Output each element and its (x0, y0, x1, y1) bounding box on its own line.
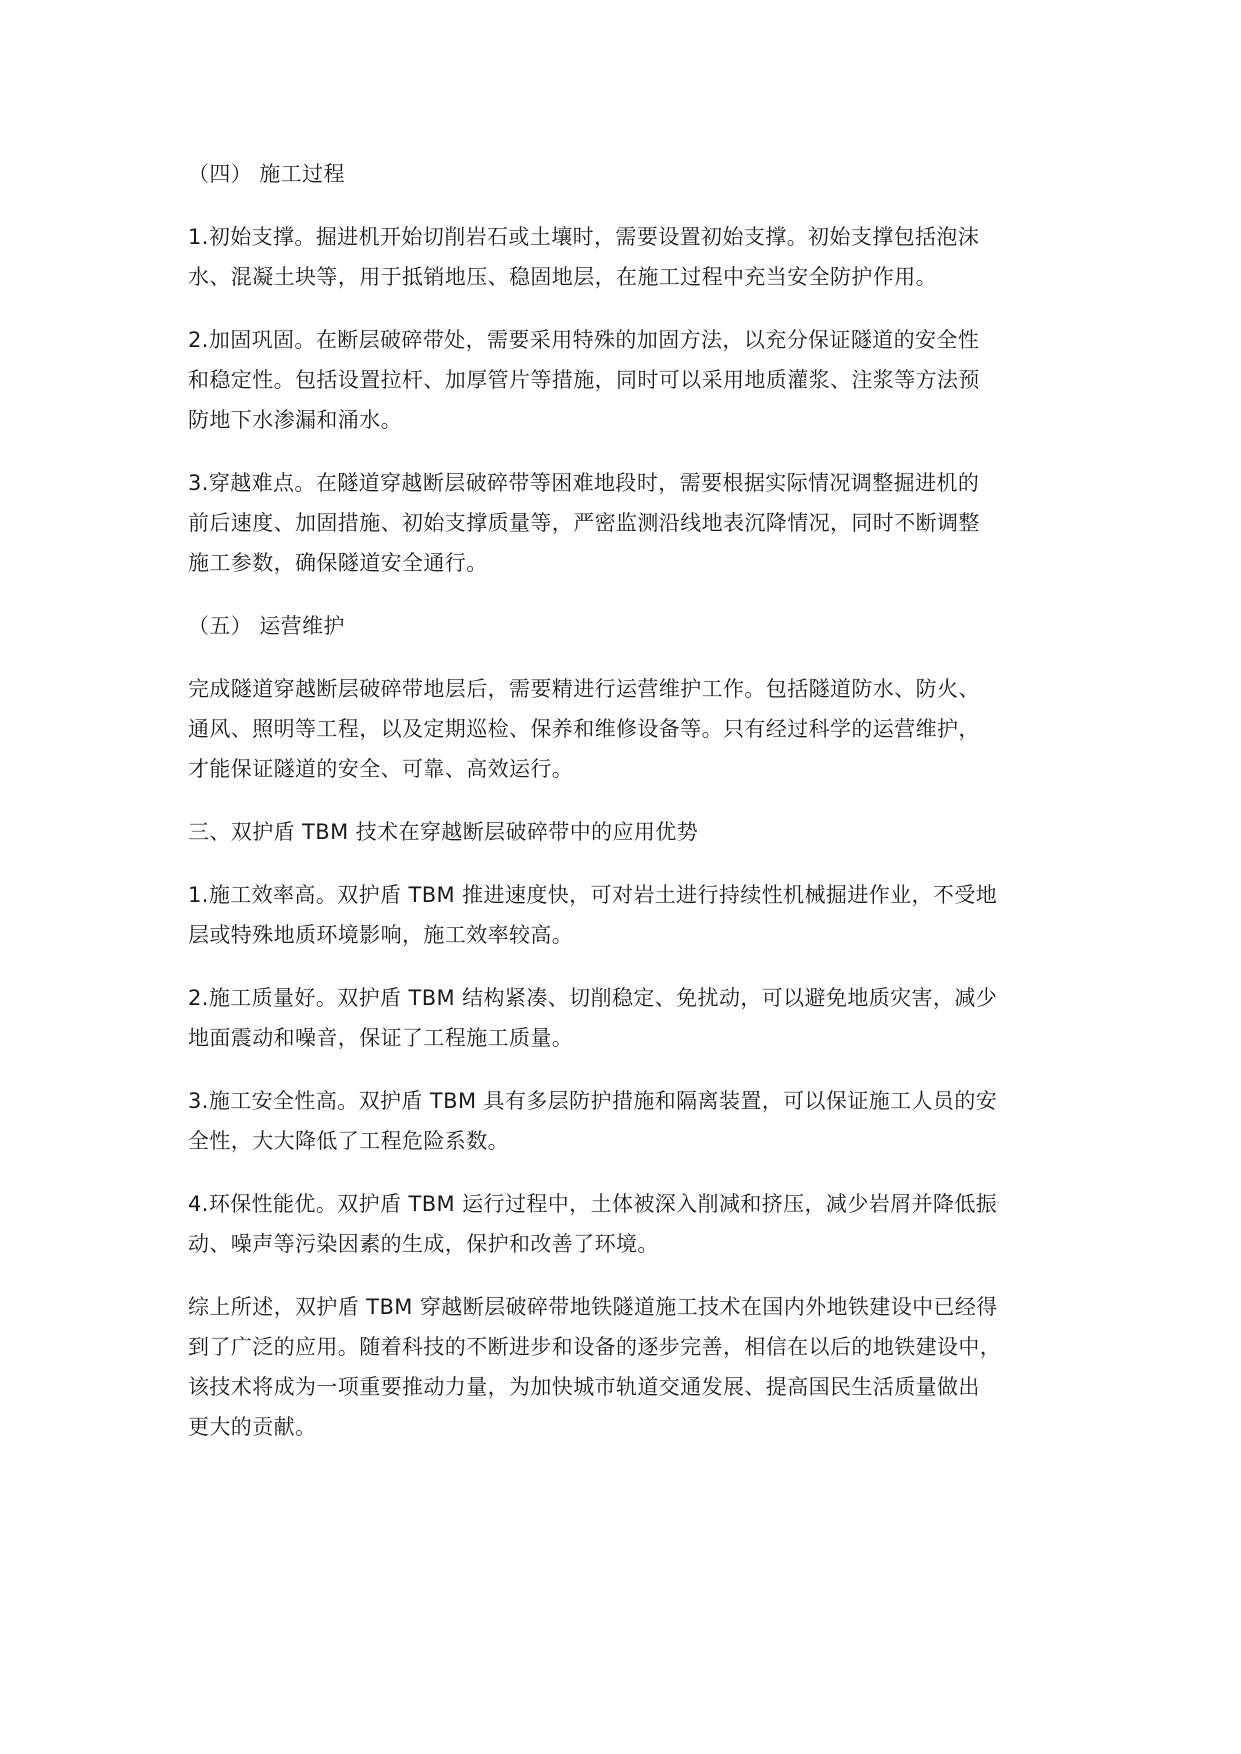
paragraph-line: 4.环保性能优。双护盾 TBM 运行过程中，土体被深入削减和挤压，减少岩屑并降低振 (188, 1192, 998, 1216)
paragraph-line: 通风、照明等工程，以及定期巡检、保养和维修设备等。只有经过科学的运营维护， (188, 717, 980, 741)
paragraph-environmental (188, 1184, 1050, 1264)
paragraph-line: 1.施工效率高。双护盾 TBM 推进速度快，可对岩土进行持续性机械掘进作业，不受地 (188, 883, 998, 907)
paragraph-line: 该技术将成为一项重要推动力量，为加快城市轨道交通发展、提高国民生活质量做出 (188, 1375, 980, 1399)
paragraph-line: 全性，大大降低了工程危险系数。 (188, 1129, 509, 1153)
paragraph-line: 更大的贡献。 (188, 1415, 317, 1439)
paragraph-initial-support (188, 217, 1050, 297)
paragraph-line: 和稳定性。包括设置拉杆、加厚管片等措施，同时可以采用地质灌浆、注浆等方法预 (188, 368, 980, 392)
heading-line: （五） 运营维护 (188, 614, 345, 638)
paragraph-line: 施工参数，确保隧道安全通行。 (188, 551, 488, 575)
paragraph-line: 到了广泛的应用。随着科技的不断进步和设备的逐步完善，相信在以后的地铁建设中， (188, 1335, 1002, 1359)
paragraph-operation-maintenance (188, 669, 1050, 789)
paragraph-line: 综上所述，双护盾 TBM 穿越断层破碎带地铁隧道施工技术在国内外地铁建设中已经得 (188, 1295, 998, 1319)
paragraph-reinforcement (188, 320, 1050, 440)
paragraph-line: 3.施工安全性高。双护盾 TBM 具有多层防护措施和隔离装置，可以保证施工人员的安 (188, 1089, 998, 1113)
paragraph-line: 3.穿越难点。在隧道穿越断层破碎带等困难地段时，需要根据实际情况调整掘进机的 (188, 471, 980, 495)
document-body (188, 154, 1050, 1470)
heading-line: （四） 施工过程 (188, 162, 345, 186)
paragraph-conclusion (188, 1287, 1050, 1447)
paragraph-crossing-difficulty (188, 463, 1050, 583)
paragraph-line: 动、噪声等污染因素的生成，保护和改善了环境。 (188, 1232, 659, 1256)
paragraph-safety (188, 1081, 1050, 1161)
paragraph-line: 层或特殊地质环境影响，施工效率较高。 (188, 923, 574, 947)
paragraph-line: 前后速度、加固措施、初始支撑质量等，严密监测沿线地表沉降情况，同时不断调整 (188, 511, 980, 535)
paragraph-line: 地面震动和噪音，保证了工程施工质量。 (188, 1026, 574, 1050)
section-heading-construction-process (188, 154, 1050, 194)
section-heading-advantages (188, 812, 1050, 852)
heading-line: 三、双护盾 TBM 技术在穿越断层破碎带中的应用优势 (188, 820, 699, 844)
paragraph-line: 2.加固巩固。在断层破碎带处，需要采用特殊的加固方法，以充分保证隧道的安全性 (188, 328, 980, 352)
paragraph-efficiency (188, 875, 1050, 955)
paragraph-quality (188, 978, 1050, 1058)
paragraph-line: 水、混凝土块等，用于抵销地压、稳固地层，在施工过程中充当安全防护作用。 (188, 265, 937, 289)
paragraph-line: 2.施工质量好。双护盾 TBM 结构紧凑、切削稳定、免扰动，可以避免地质灾害，减少 (188, 986, 998, 1010)
paragraph-line: 完成隧道穿越断层破碎带地层后，需要精进行运营维护工作。包括隧道防水、防火、 (188, 677, 980, 701)
paragraph-line: 才能保证隧道的安全、可靠、高效运行。 (188, 757, 574, 781)
paragraph-line: 防地下水渗漏和涌水。 (188, 408, 402, 432)
paragraph-line: 1.初始支撑。掘进机开始切削岩石或土壤时，需要设置初始支撑。初始支撑包括泡沫 (188, 225, 980, 249)
section-heading-operation-maintenance (188, 606, 1050, 646)
